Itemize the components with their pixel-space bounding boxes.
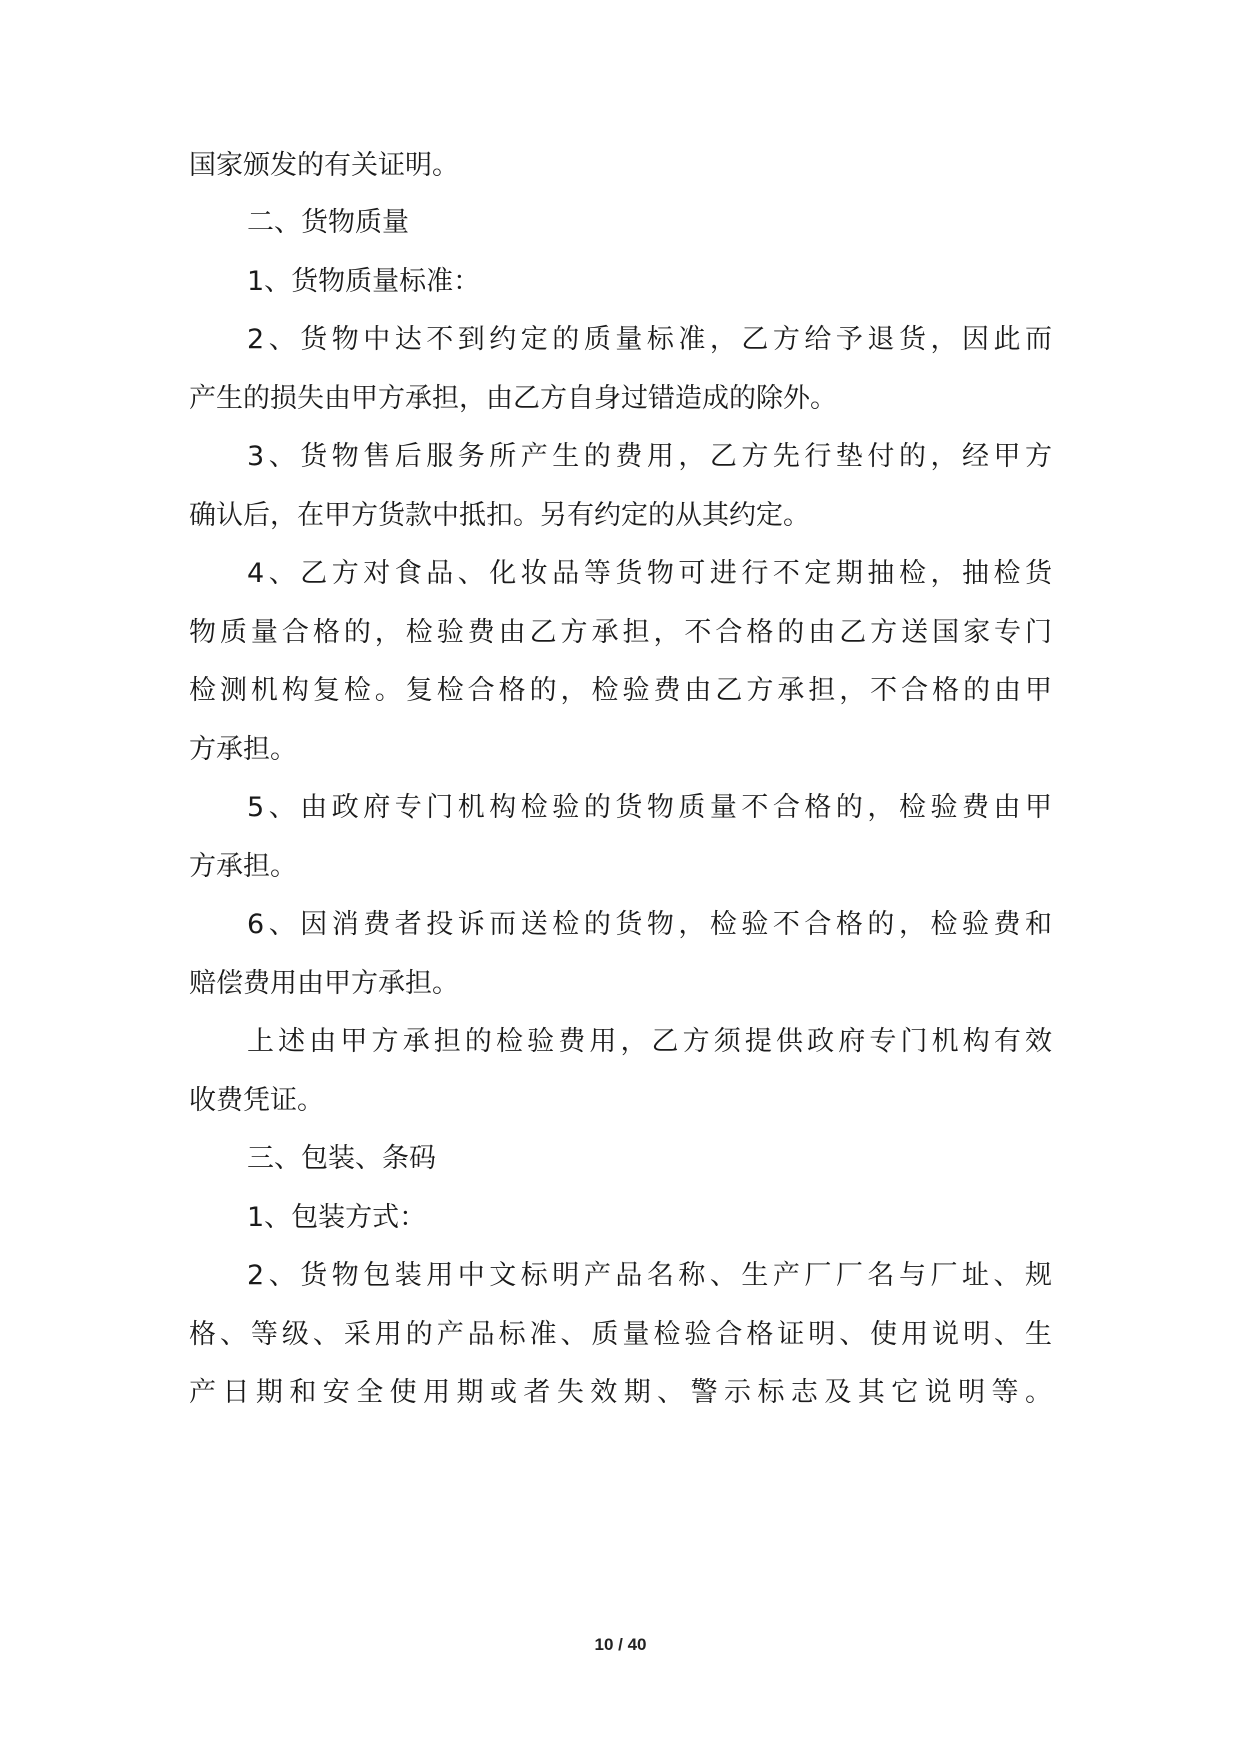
text-line: 1、包装方式： — [247, 1202, 427, 1233]
text-line: 格、等级、采用的产品标准、质量检验合格证明、使用说明、生 — [189, 1319, 1052, 1350]
text-line: 物质量合格的，检验费由乙方承担，不合格的由乙方送国家专门 — [189, 617, 1052, 648]
page-number: 10 / 40 — [594, 1635, 647, 1654]
section-heading: 二、货物质量 — [247, 207, 409, 238]
text-line: 方承担。 — [189, 851, 297, 882]
text-line: 赔偿费用由甲方承担。 — [189, 968, 459, 999]
section-heading: 三、包装、条码 — [247, 1143, 436, 1174]
text-line: 2、货物包装用中文标明产品名称、生产厂厂名与厂址、规 — [247, 1260, 1052, 1291]
text-line: 4、乙方对食品、化妆品等货物可进行不定期抽检，抽检货 — [247, 558, 1052, 589]
text-line: 产日期和安全使用期或者失效期、警示标志及其它说明等。 — [189, 1377, 1052, 1408]
text-line: 方承担。 — [189, 734, 297, 765]
text-line: 3、货物售后服务所产生的费用，乙方先行垫付的，经甲方 — [247, 441, 1052, 472]
text-line: 6、因消费者投诉而送检的货物，检验不合格的，检验费和 — [247, 909, 1052, 940]
text-line: 5、由政府专门机构检验的货物质量不合格的，检验费由甲 — [247, 792, 1052, 823]
text-line: 2、货物中达不到约定的质量标准，乙方给予退货，因此而 — [247, 324, 1052, 355]
text-line: 确认后，在甲方货款中抵扣。另有约定的从其约定。 — [189, 500, 810, 531]
text-line: 上述由甲方承担的检验费用，乙方须提供政府专门机构有效 — [247, 1026, 1052, 1057]
text-line: 检测机构复检。复检合格的，检验费由乙方承担，不合格的由甲 — [189, 675, 1052, 706]
text-line: 收费凭证。 — [189, 1085, 324, 1116]
text-line: 国家颁发的有关证明。 — [189, 150, 459, 181]
text-line: 1、货物质量标准： — [247, 266, 481, 297]
text-line: 产生的损失由甲方承担，由乙方自身过错造成的除外。 — [189, 383, 837, 414]
